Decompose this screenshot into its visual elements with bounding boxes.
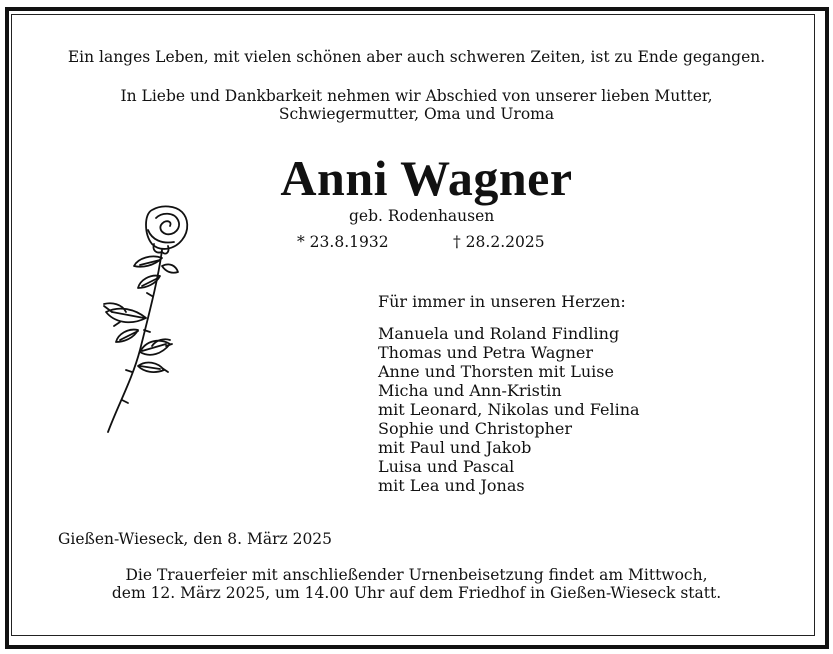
intro-text: Ein langes Leben, mit vielen schönen aber auch schweren Zeiten, ist zu Ende gegangen. [67,48,766,66]
death-date: † 28.2.2025 [453,233,545,251]
list-item: Luisa und Pascal [378,457,515,476]
list-item: Micha und Ann-Kristin [378,381,562,400]
list-item: Manuela und Roland Findling [378,324,620,343]
list-item: Sophie und Christopher [378,419,572,438]
list-item: Anne und Thorsten mit Luise [378,362,614,381]
farewell-line-2: Schwiegermutter, Oma und Uroma [278,105,555,123]
list-item: Thomas und Petra Wagner [378,343,594,362]
farewell-line-1: In Liebe und Dankbarkeit nehmen wir Abschied von unserer lieben Mutter, [120,87,713,105]
place-date: Gießen-Wieseck, den 8. März 2025 [58,530,333,548]
birth-date: * 23.8.1932 [297,233,389,251]
deceased-name: Anni Wagner [280,150,573,206]
list-item: mit Paul und Jakob [378,438,532,457]
list-item: mit Leonard, Nikolas und Felina [378,400,640,419]
ceremony-line-2: dem 12. März 2025, um 14.00 Uhr auf dem Friedhof in Gießen-Wieseck statt. [111,584,722,602]
rose-icon [82,200,202,440]
mourners-list [378,324,640,495]
ceremony-line-1: Die Trauerfeier mit anschließender Urnenbeisetzung findet am Mittwoch, [125,566,708,584]
list-item: mit Lea und Jonas [378,476,525,495]
maiden-name: geb. Rodenhausen [349,207,495,225]
hearts-heading: Für immer in unseren Herzen: [378,292,626,311]
